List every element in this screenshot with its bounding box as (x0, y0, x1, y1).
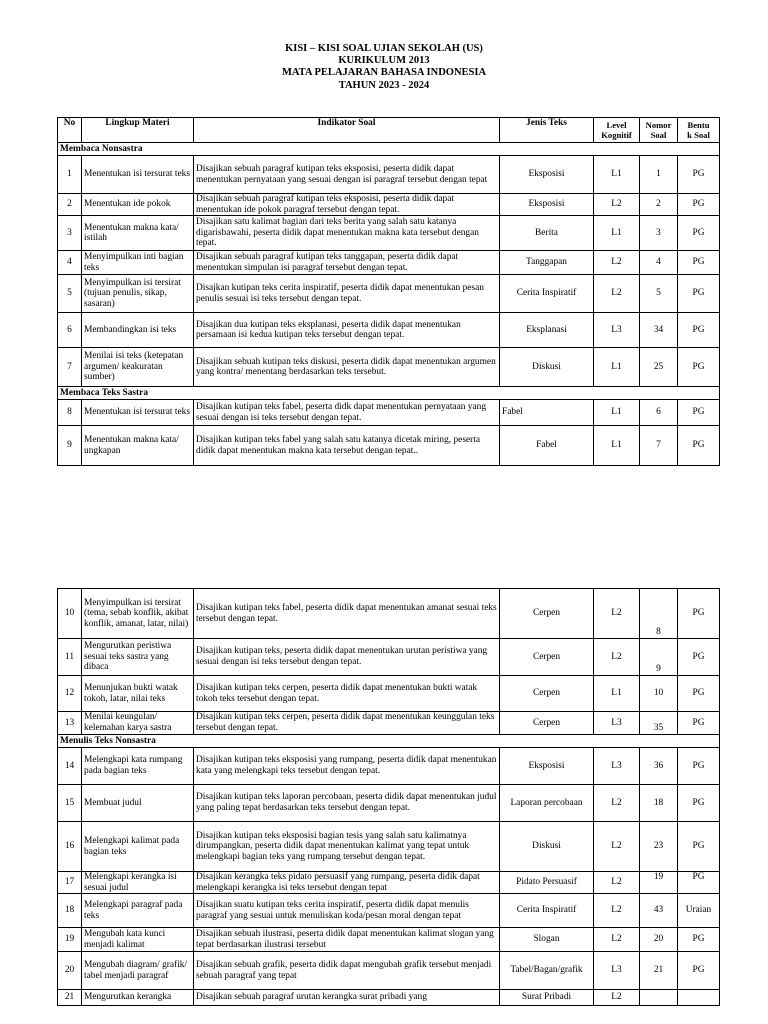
bentuk-soal-cell: PG (678, 712, 720, 735)
level-kognitif-cell: L2 (594, 589, 640, 639)
row-number: 16 (58, 822, 82, 872)
indikator-soal-cell: Disajikan sebuah paragraf kutipan teks eksposisi, peserta didik dapat menentukan ide pokok paragraf tersebut dengan tepat. (194, 194, 500, 216)
row-number: 19 (58, 928, 82, 952)
nomor-soal-cell: 8 (640, 589, 678, 639)
nomor-soal-cell: 9 (640, 639, 678, 676)
row-number: 13 (58, 712, 82, 735)
section-row (58, 143, 720, 156)
bentuk-soal-cell: PG (678, 275, 720, 313)
jenis-teks-cell: Laporan percobaan (500, 785, 594, 822)
indikator-soal-cell: Disajikan sebuah paragraf kutipan teks eksposisi, peserta didik dapat menentukan pernyataan yang sesuai dengan isi paragraf tersebut dengan tepat (194, 156, 500, 194)
header-indikator: Indikator Soal (194, 118, 500, 143)
jenis-teks-cell: Fabel (500, 400, 594, 426)
jenis-teks-cell: Surat Pribadi (500, 990, 594, 1006)
title-line-1: KISI – KISI SOAL UJIAN SEKOLAH (US) (285, 43, 483, 54)
lingkup-materi-cell: Menentukan makna kata/ ungkapan (82, 426, 194, 466)
kisi-table-part-2 (57, 588, 720, 1006)
section-row (58, 735, 720, 748)
level-kognitif-cell: L2 (594, 990, 640, 1006)
bentuk-soal-cell: PG (678, 589, 720, 639)
indikator-soal-cell: Disajikan sebuah paragraf kutipan teks tanggapan, peserta didik dapat menentukan simpulan isi paragraf tersebut dengan tepat. (194, 251, 500, 275)
nomor-soal-cell: 7 (640, 426, 678, 466)
indikator-soal-cell: Disajkan kutipan teks cerita inspiratif, peserta didik dapat menentukan pesan penulis sesuai isi teks tersebut dengan tepat. (194, 275, 500, 313)
table-row (58, 426, 720, 466)
jenis-teks-cell: Eksposisi (500, 156, 594, 194)
table-row (58, 928, 720, 952)
title-line-3: MATA PELAJARAN BAHASA INDONESIA (281, 67, 487, 79)
table-row (58, 872, 720, 894)
level-kognitif-cell: L1 (594, 426, 640, 466)
indikator-soal-cell: Disajikan kutipan teks fabel, peserta didik dapat menentukan amanat sesuai teks tersebut dengan tepat. (194, 589, 500, 639)
lingkup-materi-cell: Menentukan makna kata/ istilah (82, 216, 194, 251)
lingkup-materi-cell: Mengurutkan kerangka (82, 990, 194, 1006)
level-kognitif-cell: L1 (594, 156, 640, 194)
row-number: 18 (58, 894, 82, 928)
lingkup-materi-cell: Melengkapi kalimat pada bagian teks (82, 822, 194, 872)
bentuk-soal-cell: PG (678, 216, 720, 251)
level-kognitif-cell: L2 (594, 194, 640, 216)
table-row (58, 748, 720, 785)
row-number: 17 (58, 872, 82, 894)
level-kognitif-cell: L1 (594, 216, 640, 251)
row-number: 9 (58, 426, 82, 466)
table-row (58, 216, 720, 251)
lingkup-materi-cell: Menentukan isi tersurat teks (82, 400, 194, 426)
lingkup-materi-cell: Menyimpulkan isi tersirat (tema, sebab konflik, akibat konflik, amanat, latar, nilai) (82, 589, 194, 639)
bentuk-soal-cell: PG (678, 348, 720, 387)
lingkup-materi-cell: Mengubah diagram/ grafik/ tabel menjadi paragraf (82, 952, 194, 990)
level-kognitif-cell: L1 (594, 400, 640, 426)
rows-10-13 (58, 589, 720, 735)
lingkup-materi-cell: Menilai keungulan/ kelemahan karya sastra (82, 712, 194, 735)
nomor-soal-cell: 21 (640, 952, 678, 990)
bentuk-soal-cell: PG (678, 639, 720, 676)
bentuk-soal-cell: PG (678, 313, 720, 348)
jenis-teks-cell: Pidato Persuasif (500, 872, 594, 894)
lingkup-materi-cell: Menentukan ide pokok (82, 194, 194, 216)
table-row (58, 589, 720, 639)
table-row (58, 313, 720, 348)
level-kognitif-cell: L3 (594, 712, 640, 735)
indikator-soal-cell: Disajikan sebuah grafik, peserta didik dapat mengubah grafik tersebut menjadi sebuah paragraf yang tepat (194, 952, 500, 990)
nomor-soal-cell: 34 (640, 313, 678, 348)
row-number: 11 (58, 639, 82, 676)
indikator-soal-cell: Disajikan sebuah kutipan teks diskusi, peserta didik dapat menentukan argumen yang kontra/ menentang berdasarkan teks tersebut. (194, 348, 500, 387)
row-number: 20 (58, 952, 82, 990)
table-row (58, 712, 720, 735)
section-label: Membaca Teks Sastra (58, 387, 720, 400)
level-kognitif-cell: L2 (594, 639, 640, 676)
rows-14-21 (58, 748, 720, 1006)
indikator-soal-cell: Disajikan kutipan teks, peserta didik dapat menentukan urutan peristiwa yang sesuai dengan isi teks tersebut dengan tepat. (194, 639, 500, 676)
indikator-soal-cell: Disajikan kutipan teks fabel yang salah satu katanya dicetak miring, peserta didik dapat menentukan makna kata tersebut dengan tepat.. (194, 426, 500, 466)
table-row (58, 990, 720, 1006)
lingkup-materi-cell: Menentukan isi tersurat teks (82, 156, 194, 194)
section-row (58, 387, 720, 400)
jenis-teks-cell: Cerpen (500, 589, 594, 639)
bentuk-soal-cell: PG (678, 400, 720, 426)
level-kognitif-cell: L2 (594, 872, 640, 894)
jenis-teks-cell: Cerpen (500, 712, 594, 735)
level-kognitif-cell: L3 (594, 748, 640, 785)
row-number: 8 (58, 400, 82, 426)
indikator-soal-cell: Disajikan kutipan teks cerpen, peserta didik dapat menentukan keunggulan teks tersebut dengan tepat. (194, 712, 500, 735)
nomor-soal-cell: 25 (640, 348, 678, 387)
bentuk-soal-cell: PG (678, 872, 720, 894)
lingkup-materi-cell: Melengkapi kerangka isi sesuai judul (82, 872, 194, 894)
level-kognitif-cell: L2 (594, 785, 640, 822)
lingkup-materi-cell: Membuat judul (82, 785, 194, 822)
title-line-2: KURIKULUM 2013 (338, 55, 430, 67)
jenis-teks-cell: Eksposisi (500, 748, 594, 785)
table-row (58, 785, 720, 822)
jenis-teks-cell: Berita (500, 216, 594, 251)
indikator-soal-cell: Disajikan dua kutipan teks eksplanasi, peserta didik dapat menentukan persamaan isi kedua kutipan teks tersebut dengan tepat. (194, 313, 500, 348)
table-row (58, 156, 720, 194)
bentuk-soal-cell: PG (678, 748, 720, 785)
level-kognitif-cell: L2 (594, 928, 640, 952)
table-row (58, 348, 720, 387)
bentuk-soal-cell: PG (678, 426, 720, 466)
jenis-teks-cell: Diskusi (500, 348, 594, 387)
jenis-teks-cell: Fabel (500, 426, 594, 466)
lingkup-materi-cell: Mengubah kata kunci menjadi kalimat (82, 928, 194, 952)
lingkup-materi-cell: Menilai isi teks (ketepatan argumen/ keakuratan sumber) (82, 348, 194, 387)
row-number: 10 (58, 589, 82, 639)
nomor-soal-cell: 36 (640, 748, 678, 785)
level-kognitif-cell: L1 (594, 348, 640, 387)
header-bentuk-line2: k Soal (687, 130, 710, 140)
lingkup-materi-cell: Melengkapi kata rumpang pada bagian teks (82, 748, 194, 785)
header-no: No (58, 118, 82, 143)
document-titles (0, 43, 768, 92)
nomor-soal-cell: 5 (640, 275, 678, 313)
level-kognitif-cell: L3 (594, 313, 640, 348)
level-kognitif-cell: L2 (594, 275, 640, 313)
header-bentuk (678, 118, 720, 143)
indikator-soal-cell: Disajikan kutipan teks eksposisi bagian tesis yang salah satu kalimatnya dirumpangkan, peserta didik dapat menentukan kalimat yang tepat untuk melengkapi bagian teks yang rumpang tersebut dengan tepat. (194, 822, 500, 872)
jenis-teks-cell: Cerpen (500, 676, 594, 712)
table-row (58, 894, 720, 928)
jenis-teks-cell: Diskusi (500, 822, 594, 872)
jenis-teks-cell: Tanggapan (500, 251, 594, 275)
nomor-soal-cell: 43 (640, 894, 678, 928)
level-kognitif-cell: L1 (594, 676, 640, 712)
nomor-soal-cell: 20 (640, 928, 678, 952)
bentuk-soal-cell: PG (678, 676, 720, 712)
nomor-soal-cell: 6 (640, 400, 678, 426)
jenis-teks-cell: Cerita Inspiratif (500, 894, 594, 928)
bentuk-soal-cell: Uraian (678, 894, 720, 928)
bentuk-soal-cell: PG (678, 194, 720, 216)
level-kognitif-cell: L2 (594, 251, 640, 275)
indikator-soal-cell: Disajikan kerangka teks pidato persuasif yang rumpang, peserta didik dapat melengkapi kerangka isi teks tersebut dengan tepat (194, 872, 500, 894)
row-number: 5 (58, 275, 82, 313)
lingkup-materi-cell: Melengkapi paragraf pada teks (82, 894, 194, 928)
row-number: 6 (58, 313, 82, 348)
nomor-soal-cell (640, 990, 678, 1006)
table-row (58, 275, 720, 313)
kisi-table-part-1 (57, 117, 720, 466)
row-number: 3 (58, 216, 82, 251)
bentuk-soal-cell: PG (678, 156, 720, 194)
bentuk-soal-cell: PG (678, 785, 720, 822)
row-number: 21 (58, 990, 82, 1006)
table-row (58, 251, 720, 275)
row-number: 14 (58, 748, 82, 785)
nomor-soal-cell: 18 (640, 785, 678, 822)
nomor-soal-cell: 19 (640, 872, 678, 894)
jenis-teks-cell: Cerita Inspiratif (500, 275, 594, 313)
level-kognitif-cell: L2 (594, 822, 640, 872)
indikator-soal-cell: Disajikan sebuah paragraf urutan kerangka surat pribadi yang (194, 990, 500, 1006)
bentuk-soal-cell: PG (678, 952, 720, 990)
rows-1-7 (58, 156, 720, 387)
section-label: Membaca Nonsastra (58, 143, 720, 156)
level-kognitif-cell: L2 (594, 894, 640, 928)
bentuk-soal-cell: PG (678, 822, 720, 872)
rows-8-9 (58, 400, 720, 466)
jenis-teks-cell: Eksposisi (500, 194, 594, 216)
jenis-teks-cell: Tabel/Bagan/grafik (500, 952, 594, 990)
nomor-soal-cell: 4 (640, 251, 678, 275)
row-number: 12 (58, 676, 82, 712)
jenis-teks-cell: Eksplanasi (500, 313, 594, 348)
lingkup-materi-cell: Membandingkan isi teks (82, 313, 194, 348)
indikator-soal-cell: Disajikan kutipan teks laporan percobaan, peserta didik dapat menentukan judul yang paling tepat berdasarkan teks tersebut dengan tepat. (194, 785, 500, 822)
jenis-teks-cell: Slogan (500, 928, 594, 952)
table-row (58, 194, 720, 216)
bentuk-soal-cell (678, 990, 720, 1006)
nomor-soal-cell: 1 (640, 156, 678, 194)
lingkup-materi-cell: Mengurutkan peristiwa sesuai teks sastra yang dibaca (82, 639, 194, 676)
jenis-teks-cell: Cerpen (500, 639, 594, 676)
row-number: 7 (58, 348, 82, 387)
nomor-soal-cell: 3 (640, 216, 678, 251)
indikator-soal-cell: Disajikan sebuah ilustrasi, peserta didik dapat menentukan kalimat slogan yang tepat berdasarkan ilustrasi tersebut (194, 928, 500, 952)
section-label: Menulis Teks Nonsastra (58, 735, 720, 748)
table-row (58, 822, 720, 872)
header-bentuk-line1: Bentu (687, 120, 710, 130)
header-level: Level Kognitif (594, 118, 640, 143)
indikator-soal-cell: Disajikan kutipan teks cerpen, peserta didik dapat menentukan bukti watak tokoh teks tersebut dengan tepat. (194, 676, 500, 712)
indikator-soal-cell: Disajikan satu kalimat bagian dari teks berita yang salah satu katanya digarisbawahi, peserta didik dapat menentukan makna kata tersebut dengan tepat. (194, 216, 500, 251)
lingkup-materi-cell: Menyimpulkan isi tersirat (tujuan penulis, sikap, sasaran) (82, 275, 194, 313)
row-number: 1 (58, 156, 82, 194)
indikator-soal-cell: Disajikan suatu kutipan teks cerita inspiratif, peserta didik dapat menulis paragraf yang sesuai untuk menuliskan koda/pesan moral dengan tepat (194, 894, 500, 928)
table-row (58, 676, 720, 712)
header-row (58, 118, 720, 143)
nomor-soal-cell: 23 (640, 822, 678, 872)
header-nomor: Nomor Soal (640, 118, 678, 143)
title-line-4: TAHUN 2023 - 2024 (338, 79, 430, 91)
nomor-soal-cell: 35 (640, 712, 678, 735)
row-number: 2 (58, 194, 82, 216)
lingkup-materi-cell: Menunjukan bukti watak tokoh, latar, nilai teks (82, 676, 194, 712)
bentuk-soal-cell: PG (678, 251, 720, 275)
indikator-soal-cell: Disajikan kutipan teks fabel, peserta didk dapat menentukan pernyataan yang sesuai dengan isi teks tersebut dengan tepat. (194, 400, 500, 426)
indikator-soal-cell: Disajikan kutipan teks eksposisi yang rumpang, peserta didik dapat menentukan kata yang melengkapi teks tersebut dengan tepat. (194, 748, 500, 785)
row-number: 4 (58, 251, 82, 275)
nomor-soal-cell: 2 (640, 194, 678, 216)
table-row (58, 952, 720, 990)
header-jenis: Jenis Teks (500, 118, 594, 143)
header-lingkup: Lingkup Materi (82, 118, 194, 143)
lingkup-materi-cell: Menyimpulkan inti bagian teks (82, 251, 194, 275)
row-number: 15 (58, 785, 82, 822)
nomor-soal-cell: 10 (640, 676, 678, 712)
table-row (58, 639, 720, 676)
level-kognitif-cell: L3 (594, 952, 640, 990)
bentuk-soal-cell: PG (678, 928, 720, 952)
table-row (58, 400, 720, 426)
